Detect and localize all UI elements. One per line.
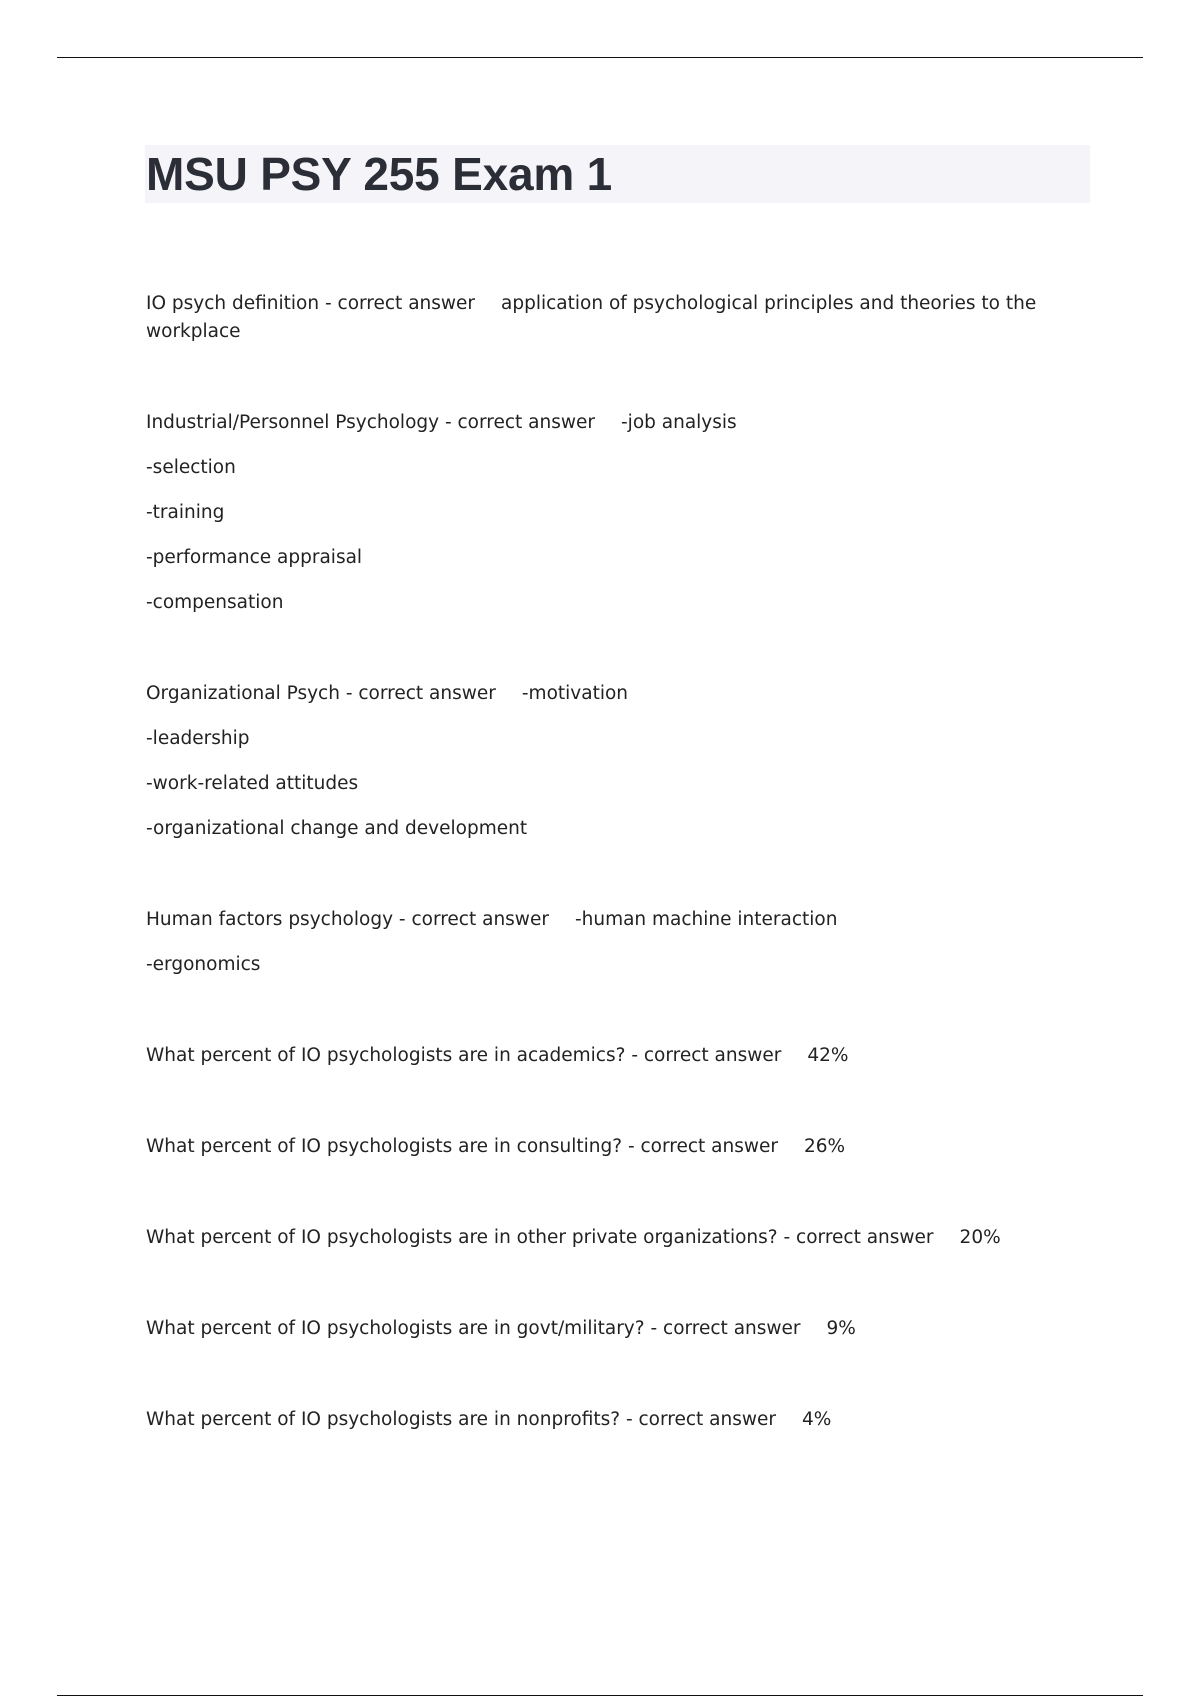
flashcard-list <box>146 290 1046 1497</box>
card-answer: -motivation <box>521 683 629 704</box>
card-term: Human factors psychology <box>146 909 394 930</box>
card-answer: -human machine interaction <box>574 909 838 930</box>
card-answer-line: -compensation <box>146 592 284 613</box>
card-separator: - correct answer <box>777 1227 934 1248</box>
card-term: IO psych definition <box>146 293 320 314</box>
card-separator: - correct answer <box>644 1318 801 1339</box>
card-separator: - correct answer <box>439 412 595 433</box>
card-answer-line: -selection <box>146 457 236 478</box>
card-term: What percent of IO psychologists are in consulting? <box>146 1136 623 1157</box>
card-line <box>146 1042 1046 1070</box>
flashcard <box>146 1042 1046 1070</box>
flashcard <box>146 1224 1046 1252</box>
flashcard <box>146 409 1046 617</box>
flashcard <box>146 906 1046 979</box>
card-answer-line: -training <box>146 502 225 523</box>
document-title: MSU PSY 255 Exam 1 <box>146 148 613 200</box>
flashcard <box>146 1406 1046 1434</box>
card-term: What percent of IO psychologists are in academics? <box>146 1045 626 1066</box>
card-answer: 4% <box>802 1409 832 1430</box>
card-term: What percent of IO psychologists are in other private organizations? <box>146 1227 778 1248</box>
card-answer: 42% <box>807 1045 849 1066</box>
card-line <box>146 680 1046 708</box>
card-answer-line: -work-related attitudes <box>146 773 359 794</box>
card-line <box>146 1133 1046 1161</box>
card-line <box>146 290 1046 346</box>
card-answer: 9% <box>826 1318 856 1339</box>
flashcard <box>146 680 1046 843</box>
card-answer: application of psychological principles and theories to the workplace <box>146 293 1037 342</box>
card-line <box>146 906 1046 934</box>
card-line <box>146 1406 1046 1434</box>
card-answer: 20% <box>959 1227 1001 1248</box>
bottom-rule <box>57 1695 1143 1696</box>
card-line <box>146 1315 1046 1343</box>
card-separator: - correct answer <box>620 1409 776 1430</box>
card-separator: - correct answer <box>625 1045 782 1066</box>
card-answer: -job analysis <box>621 412 737 433</box>
card-answer-line: -leadership <box>146 728 250 749</box>
card-separator: - correct answer <box>393 909 549 930</box>
card-answer-line: -organizational change and development <box>146 818 528 839</box>
flashcard <box>146 1315 1046 1343</box>
card-answer-line: -ergonomics <box>146 954 261 975</box>
card-term: What percent of IO psychologists are in govt/military? <box>146 1318 645 1339</box>
card-term: Industrial/Personnel Psychology <box>146 412 440 433</box>
top-rule <box>57 57 1143 58</box>
card-line <box>146 1224 1046 1252</box>
flashcard <box>146 290 1046 346</box>
card-answer-line: -performance appraisal <box>146 547 363 568</box>
card-line <box>146 409 1046 437</box>
card-term: What percent of IO psychologists are in nonprofits? <box>146 1409 621 1430</box>
flashcard <box>146 1133 1046 1161</box>
card-separator: - correct answer <box>339 683 496 704</box>
card-answer: 26% <box>804 1136 846 1157</box>
card-term: Organizational Psych <box>146 683 340 704</box>
card-separator: - correct answer <box>319 293 476 314</box>
card-separator: - correct answer <box>622 1136 778 1157</box>
